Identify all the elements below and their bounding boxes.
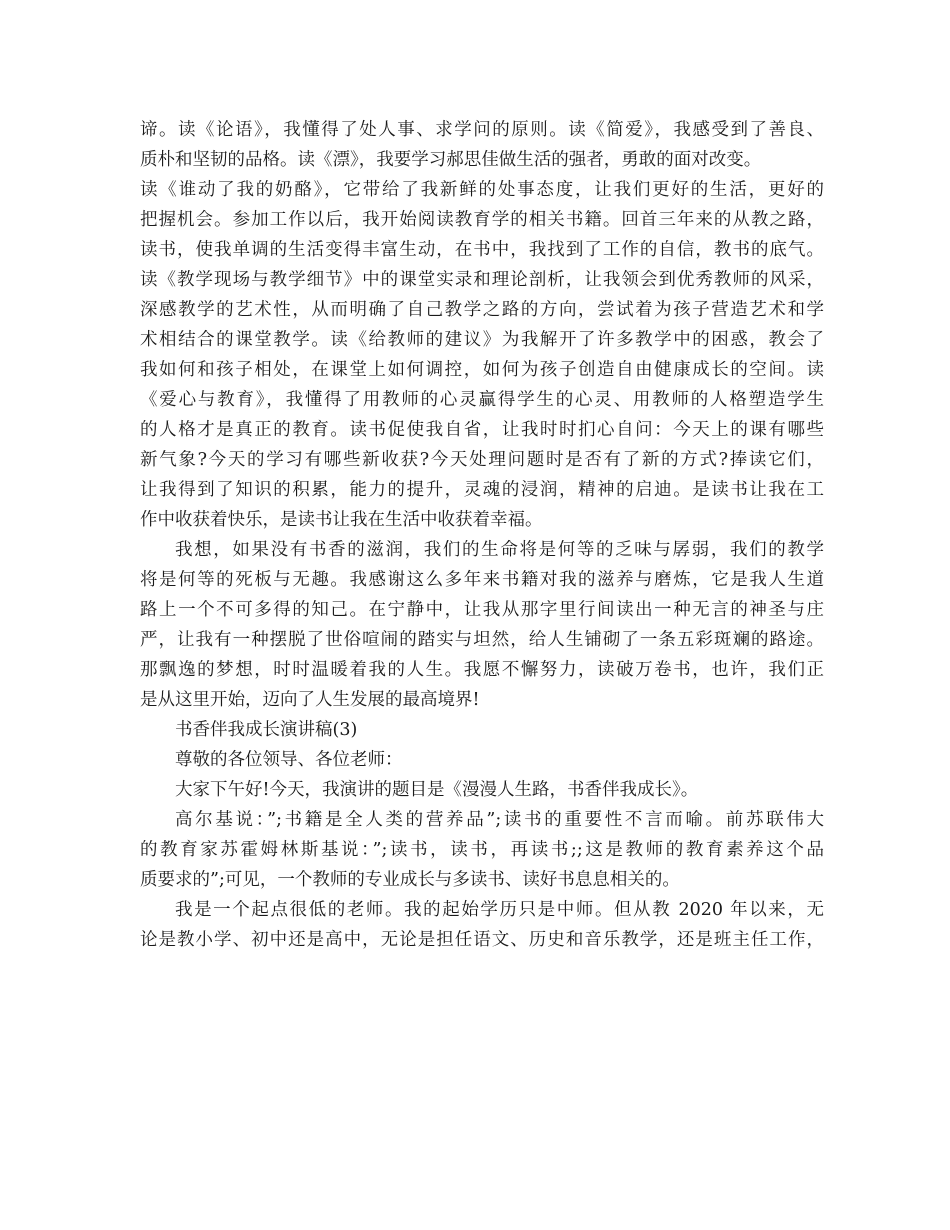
text-line: 术相结合的课堂教学。读《给教师的建议》为我解开了许多教学中的困惑，教会了 xyxy=(140,330,824,350)
text-line: 我是一个起点很低的老师。我的起始学历只是中师。但从教 2020 年以来，无 xyxy=(175,900,824,920)
text-line: 《爱心与教育》，我懂得了用教师的心灵赢得学生的心灵、用教师的人格塑造学生 xyxy=(140,390,824,410)
text-line: 读书，使我单调的生活变得丰富生动，在书中，我找到了工作的自信，教书的底气。 xyxy=(140,240,824,260)
text-line: 谛。读《论语》，我懂得了处人事、求学问的原则。读《简爱》，我感受到了善良、 xyxy=(140,120,824,140)
text-line: 严，让我有一种摆脱了世俗喧闹的踏实与坦然，给人生铺砌了一条五彩斑斓的路途。 xyxy=(140,630,824,650)
text-line: 的人格才是真正的教育。读书促使我自省，让我时时扪心自问：今天上的课有哪些 xyxy=(140,420,824,440)
text-line: 读《谁动了我的奶酪》，它带给了我新鲜的处事态度，让我们更好的生活，更好的 xyxy=(140,180,824,200)
text-line: 高尔基说：”;书籍是全人类的营养品”;读书的重要性不言而喻。前苏联伟大 xyxy=(175,810,824,830)
text-line: 深感教学的艺术性，从而明确了自己教学之路的方向，尝试着为孩子营造艺术和学 xyxy=(140,300,824,320)
text-line: 新气象?今天的学习有哪些新收获?今天处理问题时是否有了新的方式?捧读它们， xyxy=(140,450,824,470)
text-line: 我如何和孩子相处，在课堂上如何调控，如何为孩子创造自由健康成长的空间。读 xyxy=(140,360,824,380)
text-line: 的教育家苏霍姆林斯基说：”;读书，读书，再读书;;这是教师的教育素养这个品 xyxy=(140,840,824,860)
text-line: 作中收获着快乐，是读书让我在生活中收获着幸福。 xyxy=(140,510,543,530)
text-line: 质要求的”;可见，一个教师的专业成长与多读书、读好书息息相关的。 xyxy=(140,870,680,890)
text-line: 是从这里开始，迈向了人生发展的最高境界! xyxy=(140,690,480,710)
text-line: 把握机会。参加工作以后，我开始阅读教育学的相关书籍。回首三年来的从教之路， xyxy=(140,210,824,230)
text-line: 读《教学现场与教学细节》中的课堂实录和理论剖析，让我领会到优秀教师的风采， xyxy=(140,270,824,290)
text-line: 让我得到了知识的积累，能力的提升，灵魂的浸润，精神的启迪。是读书让我在工 xyxy=(140,480,824,500)
document-body xyxy=(140,115,824,955)
text-line: 大家下午好!今天，我演讲的题目是《漫漫人生路，书香伴我成长》。 xyxy=(175,780,699,800)
text-line: 质朴和坚韧的品格。读《漂》，我要学习郝思佳做生活的强者，勇敢的面对改变。 xyxy=(140,150,762,170)
text-line: 尊敬的各位领导、各位老师： xyxy=(175,750,403,770)
text-line: 那飘逸的梦想，时时温暖着我的人生。我愿不懈努力，读破万卷书，也许，我们正 xyxy=(140,660,824,680)
text-line: 我想，如果没有书香的滋润，我们的生命将是何等的乏味与孱弱，我们的教学 xyxy=(175,540,824,560)
text-line: 路上一个不可多得的知己。在宁静中，让我从那字里行间读出一种无言的神圣与庄 xyxy=(140,600,824,620)
text-line: 论是教小学、初中还是高中，无论是担任语文、历史和音乐教学，还是班主任工作， xyxy=(140,930,824,950)
text-line: 将是何等的死板与无趣。我感谢这么多年来书籍对我的滋养与磨炼，它是我人生道 xyxy=(140,570,824,590)
text-line: 书香伴我成长演讲稿(3) xyxy=(175,720,358,740)
